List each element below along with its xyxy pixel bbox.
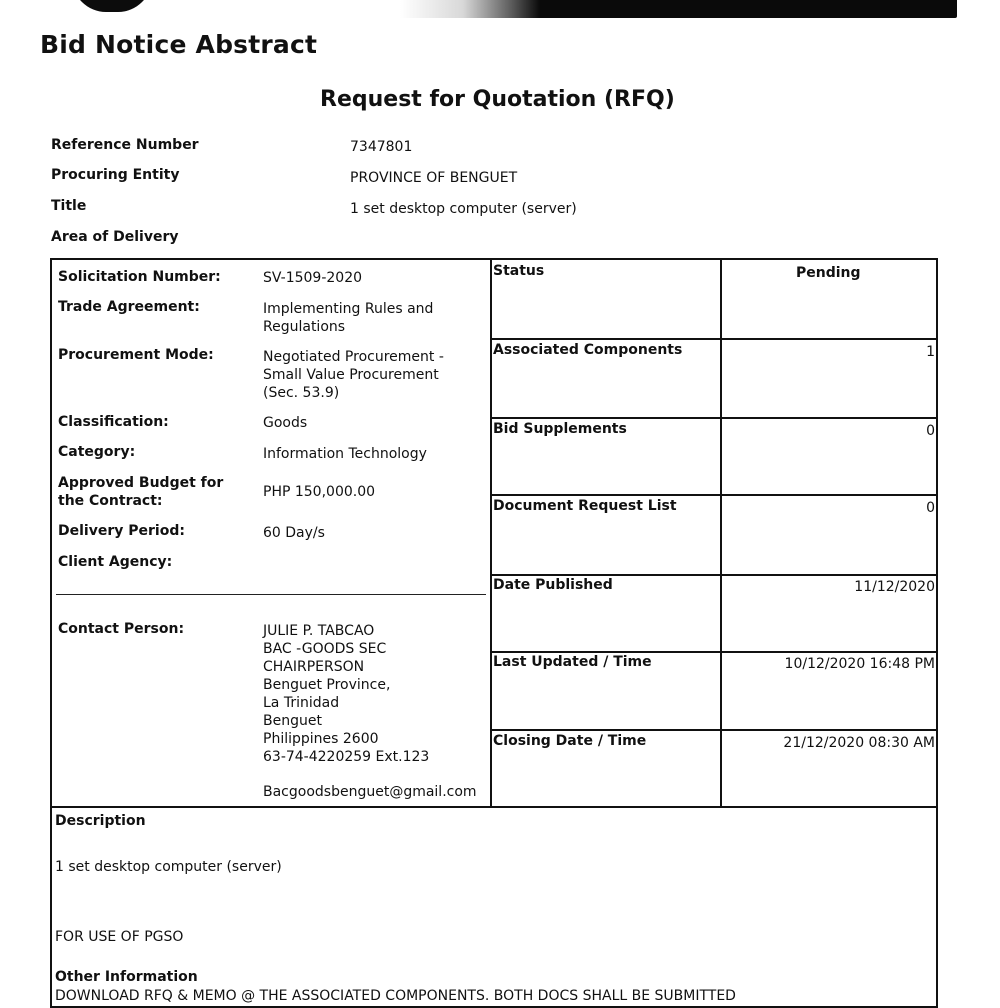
- approved-budget-label: Approved Budget for: [58, 475, 224, 491]
- closing-date-label: Closing Date / Time: [493, 733, 647, 749]
- trade-agreement-value: Implementing Rules and: [263, 301, 434, 317]
- status-label: Status: [493, 263, 545, 279]
- procurement-mode-value: Negotiated Procurement -: [263, 349, 444, 365]
- other-information-heading: Other Information: [55, 969, 198, 985]
- last-updated-value: 10/12/2020 16:48 PM: [784, 656, 935, 672]
- status-column-divider: [720, 260, 722, 808]
- contact-line: JULIE P. TABCAO: [263, 623, 375, 639]
- panel-divider: [490, 260, 492, 808]
- contact-email: Bacgoodsbenguet@gmail.com: [263, 784, 477, 800]
- description-line: 1 set desktop computer (server): [55, 859, 282, 875]
- contact-line: BAC -GOODS SEC: [263, 641, 387, 657]
- solicitation-number-label: Solicitation Number:: [58, 269, 221, 285]
- procurement-mode-value-3: (Sec. 53.9): [263, 385, 340, 401]
- trade-agreement-label: Trade Agreement:: [58, 299, 200, 315]
- area-of-delivery-label: Area of Delivery: [51, 229, 179, 245]
- rfq-title: Request for Quotation (RFQ): [320, 87, 675, 112]
- bid-supplements-label: Bid Supplements: [493, 421, 627, 437]
- procuring-entity-value: PROVINCE OF BENGUET: [350, 170, 518, 186]
- description-separator: [50, 806, 938, 808]
- procurement-mode-label: Procurement Mode:: [58, 347, 214, 363]
- agency-seal: [72, 0, 152, 12]
- classification-value: Goods: [263, 415, 308, 431]
- document-request-list-value: 0: [926, 500, 935, 516]
- contact-line: 63-74-4220259 Ext.123: [263, 749, 430, 765]
- solicitation-number-value: SV-1509-2020: [263, 270, 363, 286]
- category-label: Category:: [58, 444, 136, 460]
- category-value: Information Technology: [263, 446, 427, 462]
- description-line: FOR USE OF PGSO: [55, 929, 184, 945]
- closing-date-value: 21/12/2020 08:30 AM: [783, 735, 935, 751]
- contact-line: CHAIRPERSON: [263, 659, 365, 675]
- date-published-label: Date Published: [493, 577, 613, 593]
- trade-agreement-value-2: Regulations: [263, 319, 346, 335]
- status-row-line: [492, 417, 938, 419]
- document-title: Bid Notice Abstract: [40, 30, 318, 59]
- document-request-list-label: Document Request List: [493, 498, 677, 514]
- approved-budget-label-2: the Contract:: [58, 493, 163, 509]
- contact-person-label: Contact Person:: [58, 621, 185, 637]
- status-row-line: [492, 574, 938, 576]
- bid-supplements-value: 0: [926, 423, 935, 439]
- description-heading: Description: [55, 813, 146, 829]
- status-row-line: [492, 494, 938, 496]
- last-updated-label: Last Updated / Time: [493, 654, 652, 670]
- status-row-line: [492, 338, 938, 340]
- classification-label: Classification:: [58, 414, 169, 430]
- contact-line: La Trinidad: [263, 695, 340, 711]
- delivery-period-value: 60 Day/s: [263, 525, 325, 541]
- procurement-mode-value-2: Small Value Procurement: [263, 367, 439, 383]
- client-agency-label: Client Agency:: [58, 554, 173, 570]
- title-label: Title: [51, 198, 87, 214]
- reference-number-value: 7347801: [350, 139, 413, 155]
- status-row-line: [492, 729, 938, 731]
- associated-components-value: 1: [926, 344, 935, 360]
- status-value: Pending: [796, 265, 861, 281]
- delivery-period-label: Delivery Period:: [58, 523, 185, 539]
- reference-number-label: Reference Number: [51, 137, 199, 153]
- title-value: 1 set desktop computer (server): [350, 201, 577, 217]
- associated-components-label: Associated Components: [493, 342, 683, 358]
- other-information-line: DOWNLOAD RFQ & MEMO @ THE ASSOCIATED COMPONENTS. BOTH DOCS SHALL BE SUBMITTED: [55, 988, 736, 1004]
- date-published-value: 11/12/2020: [854, 579, 935, 595]
- header-banner-fade: [400, 0, 540, 18]
- contact-separator: [56, 594, 486, 595]
- status-row-line: [492, 651, 938, 653]
- contact-line: Benguet Province,: [263, 677, 391, 693]
- contact-line: Benguet: [263, 713, 322, 729]
- approved-budget-value: PHP 150,000.00: [263, 484, 376, 500]
- procuring-entity-label: Procuring Entity: [51, 167, 180, 183]
- contact-line: Philippines 2600: [263, 731, 379, 747]
